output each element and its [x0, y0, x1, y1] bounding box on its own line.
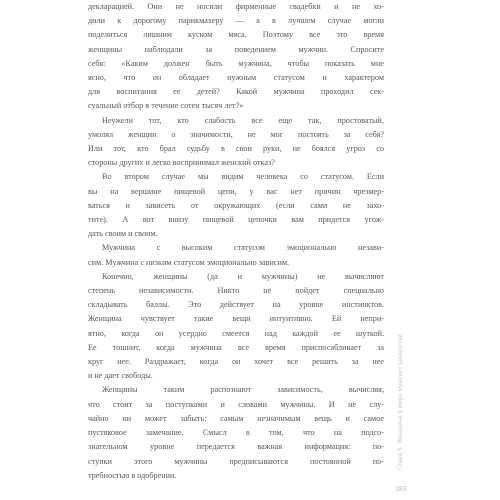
text-line: и не дает свободы.: [88, 371, 153, 381]
text-line: что стоит за поступками и словами мужчины. И не слу-: [88, 399, 384, 409]
text-line: тите). А вот внизу пищевой цепочки вам придется угож-: [88, 215, 384, 225]
text-line: стороны других и легко воспринимал женский отказ?: [88, 158, 275, 168]
paragraph-2: [88, 114, 384, 171]
text-line: Неужели тот, кто слабость все еще так, простоватый,: [102, 115, 384, 125]
text-line: степень независимости. Никто не пойдет специально: [88, 286, 384, 296]
text-line: пустяковое замечание. Смысл в том, что на подсо-: [88, 428, 384, 438]
text-line: женщины наблюдали за поведением мужчин. Спросите: [88, 44, 384, 54]
text-line: Конечно, женщины (да и мужчины) не вычисляют: [102, 271, 384, 281]
text-line: Или тот, кто брал судьбу в свои руки, не боялся угроз со: [88, 144, 384, 154]
text-line: дать своим и своим.: [88, 229, 158, 239]
text-line: ваться и зависеть от окружающих (если сами не захо-: [88, 200, 384, 210]
running-head: Глава 5. Женщина в мире мужских ценностей: [398, 333, 404, 470]
text-line: ятно, когда он усердно смеется над каждой ее шуткой.: [88, 328, 384, 338]
text-line: поделиться лишним куском мяса. Поэтому все это время: [88, 30, 384, 40]
text-line: ступки этого мужчины предписываются постоянной по-: [88, 456, 384, 466]
paragraph-1: [88, 0, 384, 114]
text-line: складывать баллы. Это действует на уровне инстинктов.: [88, 300, 384, 310]
text-line: требностью в одобрении.: [88, 470, 177, 480]
text-line: Женщины таким распознают зависимость, вычисляя,: [102, 385, 384, 395]
text-line: круг нее. Раздражает, когда он хочет все решить за нее: [88, 357, 384, 367]
text-line: декларацией. Они не носили фирменные свадебки и не хо-: [88, 2, 384, 11]
text-line: суальный отбор в течение сотен тысяч лет?»: [88, 101, 244, 111]
text-line: Во втором случае мы видим человека со статусом. Если: [102, 172, 384, 182]
text-line: Ее тошнит, когда мужчина все время приспосабливает за: [88, 342, 384, 352]
book-page: [88, 0, 384, 500]
paragraph-6: [88, 383, 384, 482]
text-line: Мужчина с высоким статусом эмоционально незави-: [102, 243, 384, 253]
text-line: чайно ни может забыть: самым незначимым вещь и самое: [88, 413, 384, 423]
text-line: для воспитания ее детей? Какой мужчина проходил сек-: [88, 87, 384, 97]
text-line: Женщина чувствует такие вещи интуитивно. Ей непри-: [88, 314, 384, 324]
text-line: знательном уровне передается важная информация: по-: [88, 442, 384, 452]
page-number: 183: [395, 486, 407, 493]
text-line: умолял женщин о значимости, не мог постоять за себя?: [88, 129, 384, 139]
text-line: дили к дорогому парикмахеру — а в лучшем случае могли: [88, 16, 384, 26]
text-line: ясно, что он обладает нужным статусом и характером: [88, 73, 384, 83]
paragraph-4: [88, 241, 384, 269]
text-line: вы на вершине пищевой цепи, у вас нет причин чрезмер-: [88, 186, 384, 196]
text-line: себя: «Каким должен быть мужчина, чтобы показать мне: [88, 58, 384, 68]
paragraph-3: [88, 170, 384, 241]
paragraph-5: [88, 270, 384, 384]
text-line: сим. Мужчина с низким статусом эмоционально зависим.: [88, 257, 290, 267]
